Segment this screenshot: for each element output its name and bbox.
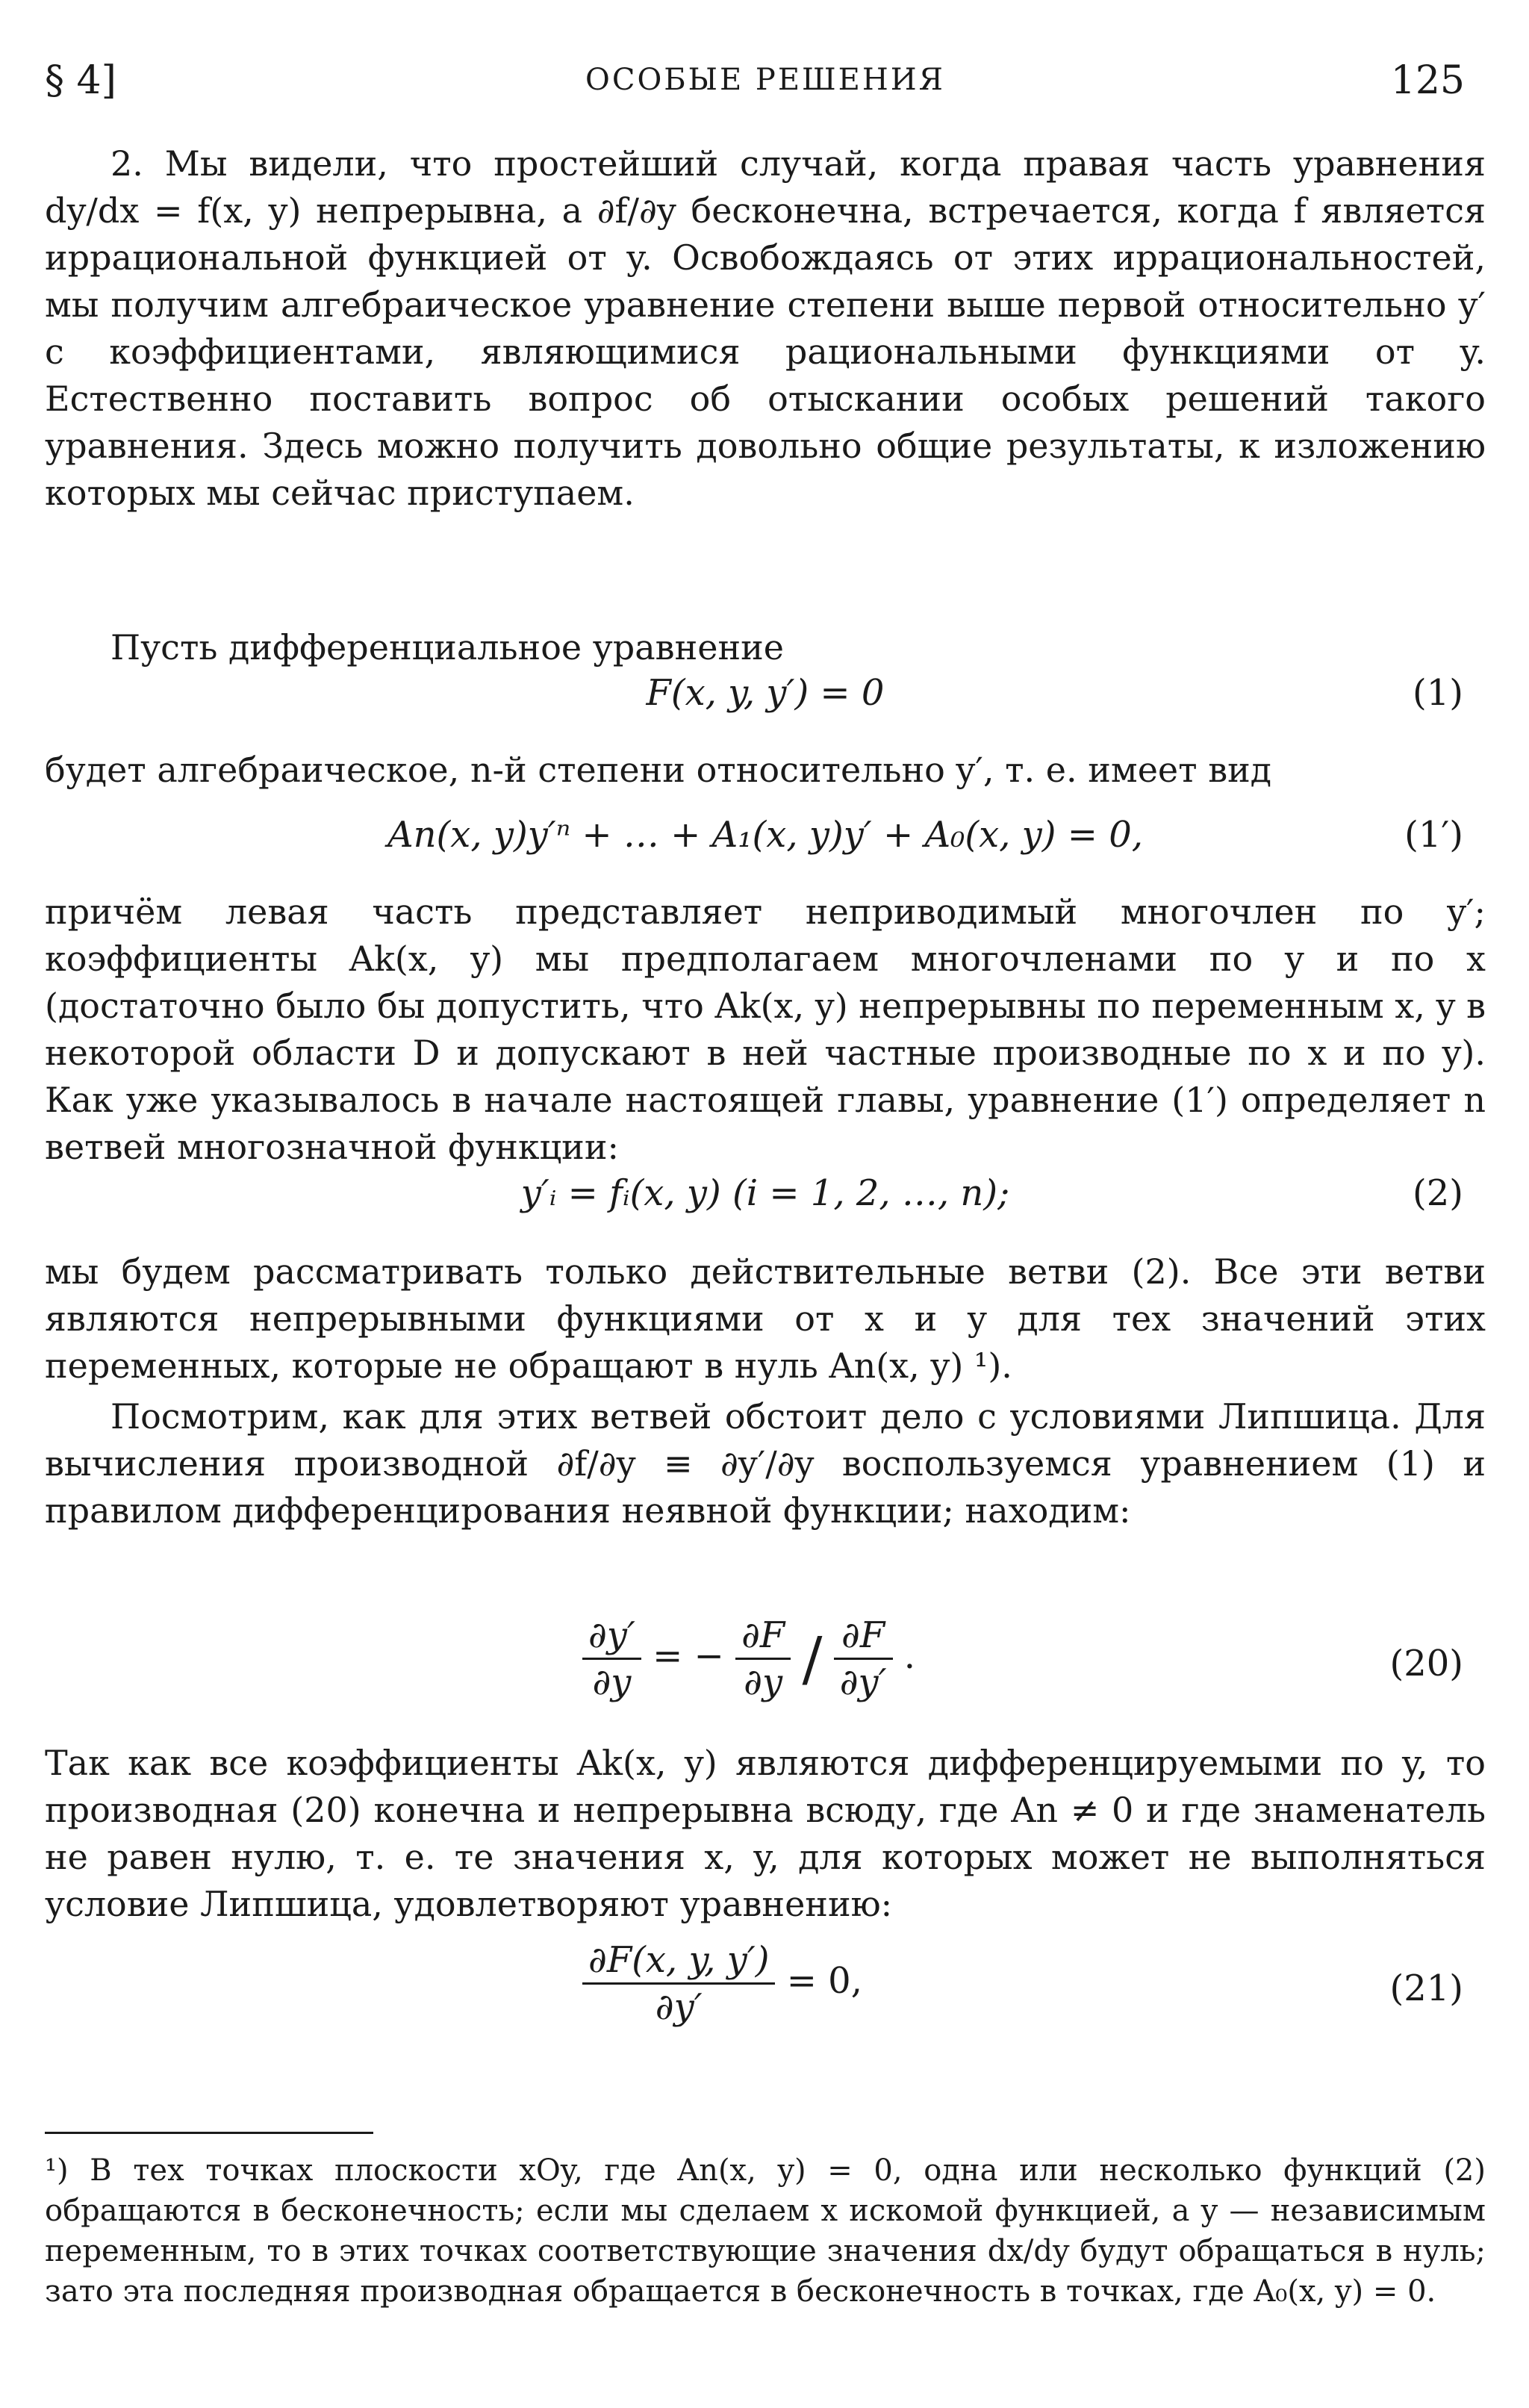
equation-2-expr: y′ᵢ = fᵢ(x, y) (i = 1, 2, …, n); — [520, 1172, 1010, 1214]
footnote-rule — [45, 2132, 373, 2134]
running-header — [45, 58, 1486, 111]
paragraph-3: будет алгебраическое, n-й степени относительно y′, т. е. имеет вид — [45, 750, 1272, 790]
running-title: ОСОБЫЕ РЕШЕНИЯ — [585, 63, 945, 97]
paragraph-7: Так как все коэффициенты Ak(x, y) являются дифференцируемыми по y, то производная (20) конечна и непрерывна всюду, где An ≠ 0 и где знаменатель не равен нулю, т. е. те значения x, y, для которых может не выполняться условие Липшица, удовлетворяют уравнению: — [45, 1743, 1486, 1924]
equation-2 — [45, 1172, 1486, 1225]
equation-21-fraction — [582, 1938, 775, 2029]
footnote: ¹) В тех точках плоскости xOy, где An(x, y) = 0, одна или несколько функций (2) обращаются в бесконечность; если мы сделаем x искомой функцией, а y — независимым переменным, то в этих точках соответствующие значения dx/dy будут обращаться в нуль; зато эта последняя производная обращается в бесконечность в точках, где A₀(x, y) = 0. — [45, 2153, 1486, 2309]
equation-20 — [45, 1613, 1486, 1725]
paragraph-5: мы будем рассматривать только действительные ветви (2). Все эти ветви являются непрерывными функциями от x и y для тех значений этих переменных, которые не обращают в нуль An(x, y) ¹). — [45, 1251, 1486, 1386]
paragraph-1: 2. Мы видели, что простейший случай, когда правая часть уравнения dy/dx = f(x, y) непрерывна, а ∂f/∂y бесконечна, встречается, когда f является иррациональной функцией от y. Освобождаясь от этих иррациональностей, мы получим алгебраическое уравнение степени выше первой относительно y′ с коэффициентами, являющимися рациональными функциями от y. Естественно поставить вопрос об отыскании особых решений такого уравнения. Здесь можно получить довольно общие результаты, к изложению которых мы сейчас приступаем. — [45, 143, 1486, 513]
equation-1-prime — [45, 814, 1486, 866]
equation-1-expr: F(x, y, y′) = 0 — [646, 672, 885, 714]
equation-20-lhs — [582, 1613, 641, 1705]
equation-1-number: (1) — [1413, 672, 1463, 714]
eq21-numerator: ∂F(x, y, y′) — [582, 1938, 775, 1985]
equation-21 — [45, 1938, 1486, 2050]
section-mark: § 4] — [45, 58, 116, 103]
eq21-denominator: ∂y′ — [655, 1986, 703, 2028]
book-page — [45, 0, 1486, 2408]
equation-20-rhs2 — [834, 1613, 893, 1705]
paragraph-2: Пусть дифференциальное уравнение — [110, 627, 784, 668]
equation-20-expr: $\frac{\partial y'}{\partial y}$ = − $\frac{\partial F}{\partial y}$ / $\frac{\partial F}{\partial y'}$ . — [582, 1613, 915, 1705]
equation-21-number: (21) — [1389, 1967, 1463, 2009]
eq21-tail: = 0, — [786, 1960, 862, 2002]
equals-minus: = − — [653, 1635, 724, 1677]
page-number: 125 — [1390, 58, 1465, 103]
rhs1-numerator: ∂F — [735, 1613, 791, 1660]
equation-20-rhs1 — [735, 1613, 791, 1705]
equation-20-number: (20) — [1389, 1643, 1463, 1684]
equation-1-prime-number: (1′) — [1404, 814, 1463, 856]
division-slash: / — [802, 1624, 823, 1693]
equation-1 — [45, 672, 1486, 724]
paragraph-6: Посмотрим, как для этих ветвей обстоит дело с условиями Липшица. Для вычисления производной ∂f/∂y ≡ ∂y′/∂y воспользуемся уравнением (1) и правилом дифференцирования неявной функции; находим: — [45, 1396, 1486, 1531]
equation-2-number: (2) — [1413, 1172, 1463, 1214]
rhs2-denominator: ∂y′ — [839, 1661, 887, 1703]
equation-1-prime-expr: An(x, y)y′ⁿ + … + A₁(x, y)y′ + A₀(x, y) = 0, — [387, 814, 1144, 856]
lhs-denominator: ∂y — [592, 1661, 632, 1703]
rhs2-numerator: ∂F — [834, 1613, 893, 1660]
lhs-numerator: ∂y′ — [582, 1613, 641, 1660]
equation-21-expr — [582, 1938, 862, 2029]
rhs1-denominator: ∂y — [744, 1661, 783, 1703]
paragraph-4: причём левая часть представляет неприводимый многочлен по y′; коэффициенты Ak(x, y) мы предполагаем многочленами по y и по x (достаточно было бы допустить, что Ak(x, y) непрерывны по переменным x, y в некоторой области D и допускают в ней частные производные по x и по y). Как уже указывалось в начале настоящей главы, уравнение (1′) определяет n ветвей многозначной функции: — [45, 892, 1486, 1167]
